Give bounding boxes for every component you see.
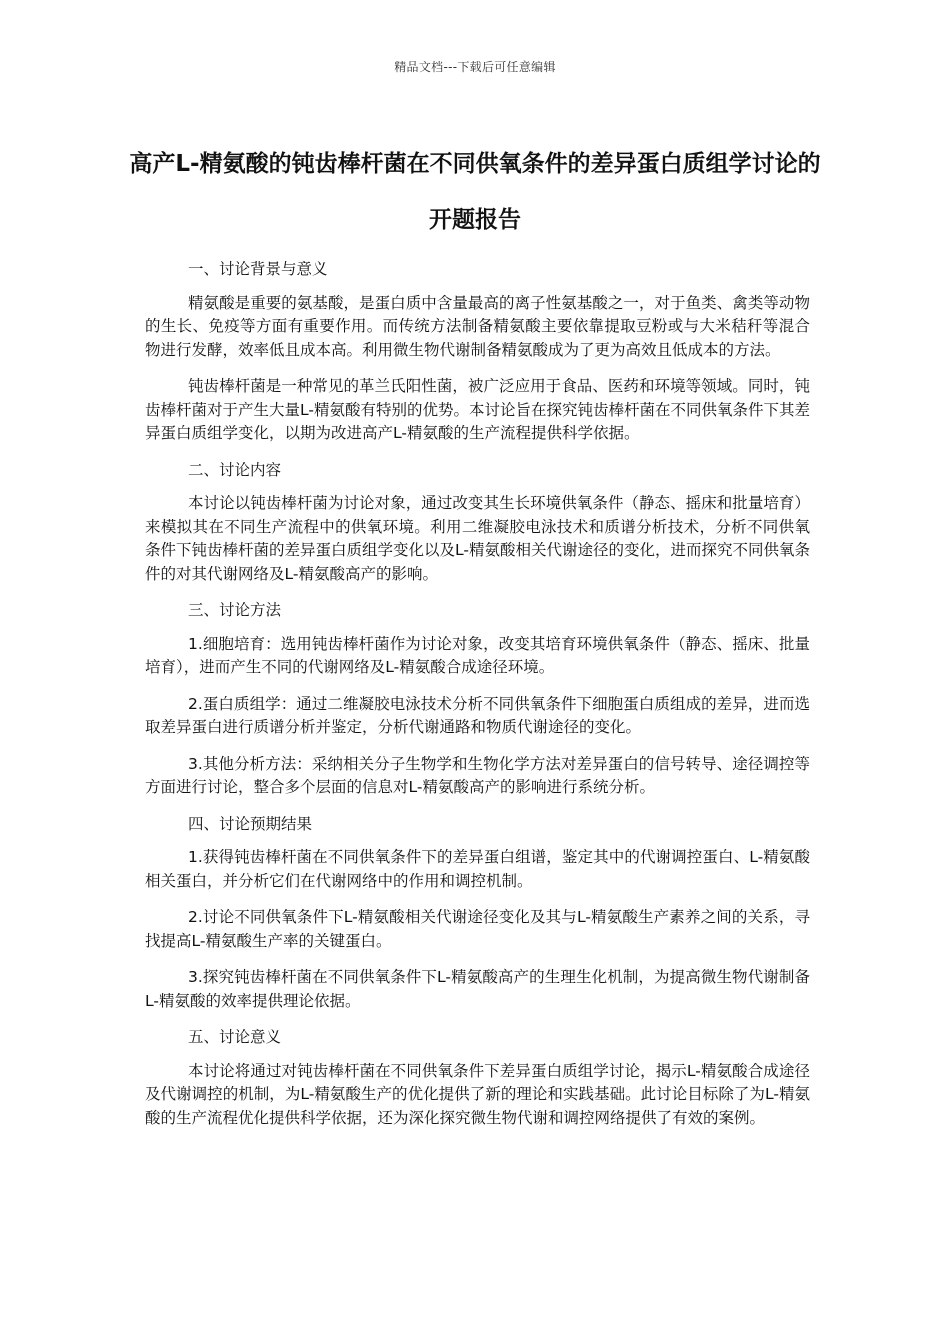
header-note: 精品文档---下载后可任意编辑 (394, 60, 556, 74)
paragraph: 3.其他分析方法：采纳相关分子生物学和生物化学方法对差异蛋白的信号转导、途径调控等方面进行讨论，整合多个层面的信息对L-精氨酸高产的影响进行系统分析。 (145, 754, 810, 796)
section-heading-background: 一、讨论背景与意义 (188, 260, 328, 278)
section-heading-methods: 三、讨论方法 (188, 601, 282, 619)
paragraph: 1.获得钝齿棒杆菌在不同供氧条件下的差异蛋白组谱，鉴定其中的代谢调控蛋白、L-精氨酸相关蛋白，并分析它们在代谢网络中的作用和调控机制。 (145, 848, 810, 890)
paragraph: 精氨酸是重要的氨基酸，是蛋白质中含量最高的离子性氨基酸之一，对于鱼类、禽类等动物的生长、免疫等方面有重要作用。而传统方法制备精氨酸主要依靠提取豆粉或与大米秸秆等混合物进行发酵，效率低且成本高。利用微生物代谢制备精氨酸成为了更为高效且低成本的方法。 (145, 293, 810, 359)
section-heading-content: 二、讨论内容 (188, 460, 282, 479)
paragraph: 钝齿棒杆菌是一种常见的革兰氏阳性菌，被广泛应用于食品、医药和环境等领域。同时，钝齿棒杆菌对于产生大量L-精氨酸有特别的优势。本讨论旨在探究钝齿棒杆菌在不同供氧条件下其差异蛋白质组学变化，以期为改进高产L-精氨酸的生产流程提供科学依据。 (145, 377, 810, 442)
paragraph: 3.探究钝齿棒杆菌在不同供氧条件下L-精氨酸高产的生理生化机制，为提高微生物代谢制备L-精氨酸的效率提供理论依据。 (145, 968, 810, 1010)
document-body (145, 258, 810, 1143)
paragraph: 本讨论将通过对钝齿棒杆菌在不同供氧条件下差异蛋白质组学讨论，揭示L-精氨酸合成途径及代谢调控的机制，为L-精氨酸生产的优化提供了新的理论和实践基础。此讨论目标除了为L-精氨酸的生产流程优化提供科学依据，还为深化探究微生物代谢和调控网络提供了有效的案例。 (145, 1061, 810, 1127)
paragraph: 1.细胞培育：选用钝齿棒杆菌作为讨论对象，改变其培育环境供氧条件（静态、摇床、批量培育），进而产生不同的代谢网络及L-精氨酸合成途径环境。 (145, 634, 810, 676)
section-heading-significance: 五、讨论意义 (188, 1028, 282, 1046)
paragraph: 2.讨论不同供氧条件下L-精氨酸相关代谢途径变化及其与L-精氨酸生产素养之间的关系，寻找提高L-精氨酸生产率的关键蛋白。 (145, 908, 810, 950)
paragraph: 2.蛋白质组学：通过二维凝胶电泳技术分析不同供氧条件下细胞蛋白质组成的差异，进而选取差异蛋白进行质谱分析并鉴定，分析代谢通路和物质代谢途径的变化。 (145, 694, 810, 736)
document-title: 高产L-精氨酸的钝齿棒杆菌在不同供氧条件的差异蛋白质组学讨论的开题报告 (129, 151, 821, 233)
paragraph: 本讨论以钝齿棒杆菌为讨论对象，通过改变其生长环境供氧条件（静态、摇床和批量培育）来模拟其在不同生产流程中的供氧环境。利用二维凝胶电泳技术和质谱分析技术，分析不同供氧条件下钝齿棒杆菌的差异蛋白质组学变化以及L-精氨酸相关代谢途径的变化，进而探究不同供氧条件的对其代谢网络及L-精氨酸高产的影响。 (145, 494, 810, 583)
section-heading-results: 四、讨论预期结果 (188, 814, 313, 833)
